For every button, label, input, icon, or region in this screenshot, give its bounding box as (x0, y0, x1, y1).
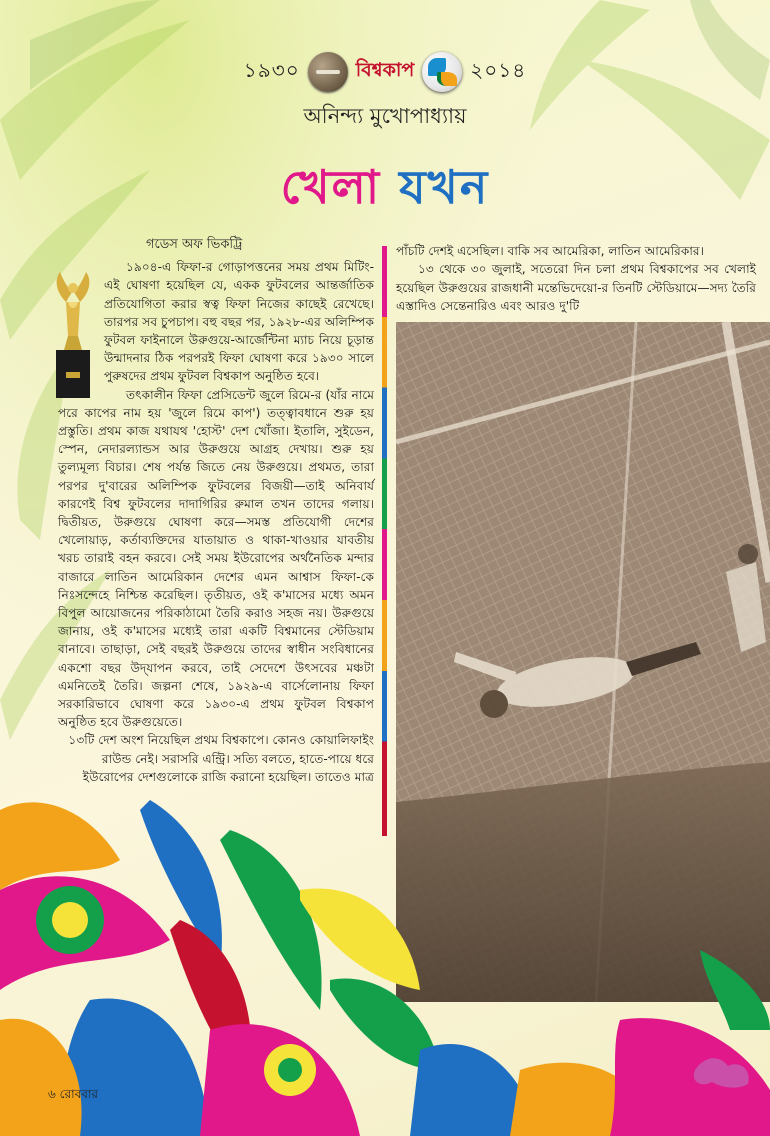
masthead-row (0, 52, 770, 92)
vintage-football-icon (308, 52, 348, 92)
paragraph-right-2: ১৩ থেকে ৩০ জুলাই, সতেরো দিন চলা প্রথম বিশ্বকাপের সব খেলাই হয়েছিল উরুগুয়ের রাজধানী মন্তেভিদেয়ো-র তিনটি স্টেডিয়ামে—সদ্য তৈরি এস্তাদিও সেন্তেনারিও এবং আরও দু'টি (396, 262, 756, 314)
page-number: ৬ (48, 1087, 56, 1101)
brazuca-football-icon (422, 52, 462, 92)
headline-part1: খেলা (280, 160, 382, 214)
page-footer (48, 1086, 98, 1106)
author-byline: অনিন্দ্য মুখোপাধ্যায় (303, 104, 467, 128)
paragraph-right-1: পাঁচটি দেশই এসেছিল। বাকি সব আমেরিকা, লাতিন আমেরিকার। (396, 244, 704, 258)
right-column (396, 242, 756, 316)
colorful-foliage-artwork (0, 770, 770, 1136)
jules-rimet-trophy-icon (50, 262, 96, 402)
masthead (0, 52, 770, 229)
column-divider (382, 246, 387, 836)
headline-part2: যখন (399, 160, 490, 214)
paragraph-host-selection: তৎকালীন ফিফা প্রেসিডেন্ট জুলে রিমে-র (যাঁর নামে পরে কাপের নাম হয় 'জুলে রিমে কাপ') তত্ত্বাবধানে শুরু হয় প্রস্তুতি। প্রথম কাজ যথাযথ 'হোস্ট' দেশ খোঁজা। ইতালি, সুইডেন, স্পেন, নেদারল্যান্ডস আর উরুগুয়ে আগ্রহ দেখায়। শুরু হয় তুল্যমূল্য বিচার। শেষ পর্যন্ত জিতে নেয় উরুগুয়ে। প্রথমত, তারা পরপর দু'বারের অলিম্পিক ফুটবলের বিজয়ী—তাই অনিবার্য কারণেই বিশ্ব ফুটবলের দাদাগিরির রুমাল তখন তাদের গলায়। দ্বিতীয়ত, উরুগুয়ে ঘোষণা করে—সমস্ত প্রতিযোগী দেশের খেলোয়াড়, কর্তাব্যক্তিদের যাতায়াত ও থাকা-খাওয়ার যাবতীয় খরচ তারাই বহন করবে। সেই সময় ইউরোপের অর্থনৈতিক মন্দার বাজারে লাতিন আমেরিকান দেশের এমন আশ্বাস ফিফা-কে নিঃসন্দেহে নিশ্চিন্ত করেছিল। তৃতীয়ত, ওই ক'মাসের মধ্যে অমন বিপুল আয়োজনের পরিকাঠামো তৈরি করাও সহজ নয়। উরুগুয়ে জানায়, ওই ক'মাসের মধ্যেই তারা একটি বিশ্বমানের স্টেডিয়াম বানাবে। তাছাড়া, সেই বছরই উরুগুয়ে তাদের স্বাধীন সংবিধানের একশো বছর উদ্‌যাপন করবে, তাই সেদেশে উৎসবের মঞ্চটা এমনিতেই তৈরি। জল্পনা শেষে, ১৯২৯-এ বার্সেলোনায় ফিফা সরকারিভাবে ঘোষণা করে ১৯৩০-এ প্রথম ফুটবল বিশ্বকাপ অনুষ্ঠিত হবে উরুগুয়েতে। (58, 387, 374, 730)
year-start: ১৯৩০ (243, 57, 300, 82)
left-column (58, 236, 374, 786)
section-name: রোববার (59, 1087, 99, 1101)
section-subhead: গডেস অফ ভিকট্রি (146, 237, 243, 252)
world-cup-title: বিশ্বকাপ (355, 59, 415, 81)
year-end: ২০১৪ (470, 57, 527, 82)
paragraph-founding: ১৯০৪-এ ফিফা-র গোড়াপত্তনের সময় প্রথম মিটিং-এই ঘোষণা হয়েছিল যে, একক ফুটবলের আন্তর্জাতিক প্রতিযোগিতা করার স্বত্ব ফিফা নিজের কাছেই রেখেছে। তারপর সব চুপচাপ। বহু বছর পর, ১৯২৮-এর অলিম্পিক ফুটবল ফাইনালে উরুগুয়ে-আর্জেন্টিনা ম্যাচ নিয়ে চূড়ান্ত উন্মাদনার ঠিক পরপরই ফিফা ঘোষণা করে ১৯৩০ সালে পুরুষদের প্রথম ফুটবল বিশ্বকাপ অনুষ্ঠিত হবে। (104, 260, 374, 384)
paragraph-participants: ১৩টি দেশ অংশ নিয়েছিল প্রথম বিশ্বকাপে। কোনও কোয়ালিফাইং রাউন্ড নেই। সরাসরি এন্ট্রি। সত্যি বলতে, হাতে-পায়ে ধরে ইউরোপের দেশগুলোকে রাজি করানো হয়েছিল। তাতেও মাত্র (68, 733, 374, 784)
article-headline (0, 153, 770, 229)
